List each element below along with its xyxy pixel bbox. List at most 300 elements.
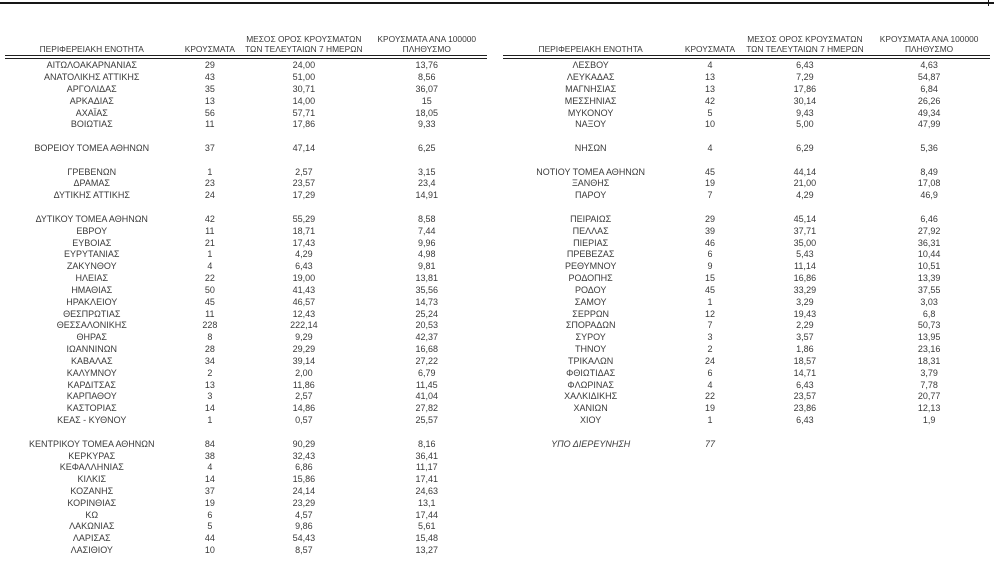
table-header-right xyxy=(503,35,990,57)
region-cell: ΔΥΤΙΚΟΥ ΤΟΜΕΑ ΑΘΗΝΩΝ xyxy=(35,213,148,224)
table-row xyxy=(503,143,990,155)
table-row xyxy=(5,356,487,368)
avg7-cell: 5,43 xyxy=(796,249,814,260)
cases-cell: 44 xyxy=(204,533,215,544)
avg7-cell: 8,57 xyxy=(295,545,313,556)
avg7-cell: 90,29 xyxy=(292,438,316,449)
per100k-cell: 25,57 xyxy=(415,415,438,426)
per100k-cell: 36,07 xyxy=(415,83,438,94)
avg7-cell: 14,71 xyxy=(793,367,817,378)
col-header-per100k xyxy=(366,35,487,57)
col-header-region-label: ΠΕΡΙΦΕΡΕΙΑΚΗ ΕΝΟΤΗΤΑ xyxy=(538,43,643,54)
per100k-cell: 4,98 xyxy=(417,249,436,260)
avg7-cell: 7,29 xyxy=(796,72,814,83)
region-cell: ΛΑΚΩΝΙΑΣ xyxy=(69,521,115,532)
avg7-cell: 6,43 xyxy=(295,261,313,272)
table-row xyxy=(503,96,990,108)
region-cell: ΦΘΙΩΤΙΔΑΣ xyxy=(566,367,616,378)
cases-cell: 29 xyxy=(204,60,215,71)
avg7-cell: 45,14 xyxy=(793,213,817,224)
per100k-cell: 3,03 xyxy=(920,296,938,307)
per100k-cell: 4,63 xyxy=(920,60,938,71)
col-header-avg7 xyxy=(241,35,366,57)
avg7-cell: 16,86 xyxy=(793,273,817,284)
avg7-cell: 6,43 xyxy=(796,60,814,71)
table-row xyxy=(503,108,990,120)
table-row xyxy=(503,167,990,179)
col-header-cases xyxy=(179,35,242,57)
avg7-cell: 21,00 xyxy=(793,178,817,189)
region-cell: ΚΕΡΚΥΡΑΣ xyxy=(68,450,116,461)
avg7-cell: 18,57 xyxy=(793,355,817,366)
region-cell: ΒΟΙΩΤΙΑΣ xyxy=(70,119,113,130)
per100k-cell: 18,31 xyxy=(917,355,941,366)
region-cell: ΑΧΑΪΑΣ xyxy=(75,107,108,118)
region-cell: ΖΑΚΥΝΘΟΥ xyxy=(66,261,117,272)
region-cell: ΚΩ xyxy=(85,509,99,520)
cases-cell: 2 xyxy=(207,367,213,378)
cases-cell: 1 xyxy=(207,415,213,426)
table-row xyxy=(5,439,487,451)
avg7-cell: 35,00 xyxy=(793,237,817,248)
avg7-cell: 30,71 xyxy=(292,83,316,94)
table-row xyxy=(503,214,990,226)
cases-cell: 4 xyxy=(707,142,713,153)
cases-cell: 8 xyxy=(207,332,213,343)
region-cell: ΚΑΒΑΛΑΣ xyxy=(70,355,113,366)
avg7-cell: 17,86 xyxy=(292,119,316,130)
avg7-cell: 2,29 xyxy=(796,320,814,331)
table-row xyxy=(503,356,990,368)
cases-cell: 11 xyxy=(205,308,215,319)
avg7-cell: 5,00 xyxy=(796,119,814,130)
cases-cell: 24 xyxy=(704,355,715,366)
table-row xyxy=(503,380,990,392)
avg7-cell: 46,57 xyxy=(292,296,316,307)
region-cell: ΛΕΣΒΟΥ xyxy=(572,60,609,71)
table-row xyxy=(5,403,487,415)
cases-cell: 42 xyxy=(704,95,715,106)
avg7-cell: 4,29 xyxy=(796,190,814,201)
avg7-cell: 6,43 xyxy=(796,415,814,426)
table-row xyxy=(503,261,990,273)
avg7-cell: 51,00 xyxy=(292,72,316,83)
table-row xyxy=(503,273,990,285)
region-cell: ΚΕΑΣ - ΚΥΘΝΟΥ xyxy=(57,415,127,426)
cases-cell: 13 xyxy=(204,95,215,106)
cases-cell: 38 xyxy=(204,450,215,461)
avg7-cell: 9,43 xyxy=(796,107,814,118)
per100k-cell: 15,48 xyxy=(415,533,438,544)
avg7-cell: 1,86 xyxy=(796,344,814,355)
header-row xyxy=(503,35,990,57)
region-cell: ΜΑΓΝΗΣΙΑΣ xyxy=(565,83,617,94)
avg7-cell: 44,14 xyxy=(793,166,817,177)
table-row xyxy=(503,178,990,190)
region-cell: ΘΗΡΑΣ xyxy=(76,332,107,343)
per100k-cell: 7,44 xyxy=(417,225,436,236)
cases-cell: 22 xyxy=(204,273,215,284)
table-row xyxy=(5,486,487,498)
per100k-cell: 11,17 xyxy=(415,462,438,473)
per100k-cell: 9,81 xyxy=(417,261,436,272)
per100k-cell: 42,37 xyxy=(415,332,438,343)
cases-cell: 1 xyxy=(207,249,213,260)
per100k-cell: 7,78 xyxy=(920,379,938,390)
cases-cell: 5 xyxy=(707,107,713,118)
cases-cell: 43 xyxy=(204,72,215,83)
cases-cell: 14 xyxy=(204,403,215,414)
avg7-cell: 3,57 xyxy=(796,332,814,343)
table-row xyxy=(503,297,990,309)
cases-cell: 11 xyxy=(205,225,215,236)
cases-cell: 11 xyxy=(205,119,215,130)
region-cell: ΚΕΝΤΡΙΚΟΥ ΤΟΜΕΑ ΑΘΗΝΩΝ xyxy=(29,438,155,449)
region-cell: ΕΥΡΥΤΑΝΙΑΣ xyxy=(64,249,120,260)
table-row xyxy=(503,332,990,344)
cases-cell: 23 xyxy=(204,178,215,189)
col-header-per100k xyxy=(868,35,990,57)
avg7-cell: 24,00 xyxy=(292,60,316,71)
cases-cell: 19 xyxy=(704,403,715,414)
avg7-cell: 23,57 xyxy=(292,178,316,189)
region-cell: ΚΟΡΙΝΘΙΑΣ xyxy=(67,497,117,508)
per100k-cell: 8,49 xyxy=(920,166,938,177)
per100k-cell: 6,84 xyxy=(920,83,938,94)
region-cell: ΣΑΜΟΥ xyxy=(574,296,607,307)
per100k-cell: 13,1 xyxy=(417,497,436,508)
cases-cell: 46 xyxy=(704,237,715,248)
region-cell: ΗΜΑΘΙΑΣ xyxy=(71,284,113,295)
region-cell: ΑΡΚΑΔΙΑΣ xyxy=(69,95,114,106)
cases-cell: 4 xyxy=(707,60,713,71)
per100k-cell: 1,9 xyxy=(922,415,936,426)
per100k-cell: 8,56 xyxy=(417,72,436,83)
per100k-cell: 20,77 xyxy=(917,391,941,402)
avg7-cell: 4,57 xyxy=(295,509,313,520)
cases-cell: 22 xyxy=(704,391,715,402)
cases-cell: 56 xyxy=(204,107,215,118)
per100k-cell: 37,55 xyxy=(917,284,941,295)
per100k-cell: 41,04 xyxy=(415,391,438,402)
table-row xyxy=(5,368,487,380)
avg7-cell: 33,29 xyxy=(793,284,817,295)
per100k-cell: 3,79 xyxy=(920,367,938,378)
region-cell: ΡΕΘΥΜΝΟΥ xyxy=(564,261,617,272)
table-row xyxy=(5,332,487,344)
table-row xyxy=(5,521,487,533)
per100k-cell: 49,34 xyxy=(917,107,941,118)
region-cell: ΣΥΡΟΥ xyxy=(575,332,606,343)
per100k-cell: 16,68 xyxy=(415,344,438,355)
avg7-cell: 32,43 xyxy=(292,450,316,461)
region-cell: ΑΝΑΤΟΛΙΚΗΣ ΑΤΤΙΚΗΣ xyxy=(44,72,140,83)
col-header-region xyxy=(5,35,179,57)
spacer-row xyxy=(503,427,990,439)
per100k-cell: 11,45 xyxy=(415,379,438,390)
table-row xyxy=(5,533,487,545)
col-header-per100k-line2: ΠΛΗΘΥΣΜΟ xyxy=(402,43,451,54)
cases-cell: 12 xyxy=(704,308,715,319)
col-header-cases xyxy=(678,35,741,57)
avg7-cell: 4,29 xyxy=(295,249,313,260)
per100k-cell: 13,39 xyxy=(917,273,941,284)
cases-cell: 28 xyxy=(204,344,215,355)
region-cell: ΕΒΡΟΥ xyxy=(76,225,108,236)
cases-cell: 50 xyxy=(204,284,215,295)
table-row xyxy=(503,226,990,238)
per100k-cell xyxy=(868,439,990,451)
table-row xyxy=(503,72,990,84)
spacer-cell xyxy=(503,131,990,143)
avg7-cell: 30,14 xyxy=(793,95,817,106)
table-row xyxy=(5,545,487,557)
table-row xyxy=(5,285,487,297)
per100k-cell: 36,41 xyxy=(415,450,438,461)
table-row xyxy=(5,391,487,403)
cases-cell: 42 xyxy=(204,213,215,224)
avg7-cell: 15,86 xyxy=(292,474,316,485)
avg7-cell: 24,14 xyxy=(292,486,316,496)
avg7-cell: 19,43 xyxy=(793,308,817,319)
per100k-cell: 36,31 xyxy=(917,237,941,248)
table-row xyxy=(5,96,487,108)
col-header-avg7-line2: ΤΩΝ ΤΕΛΕΥΤΑΙΩΝ 7 ΗΜΕΡΩΝ xyxy=(245,43,363,54)
avg7-cell: 11,86 xyxy=(292,379,315,390)
col-header-region-label: ΠΕΡΙΦΕΡΕΙΑΚΗ ΕΝΟΤΗΤΑ xyxy=(39,43,144,54)
per100k-cell: 23,16 xyxy=(917,344,941,355)
avg7-cell: 0,57 xyxy=(295,415,313,426)
cases-cell: 6 xyxy=(707,249,713,260)
per100k-cell: 18,05 xyxy=(415,107,438,118)
region-cell: ΠΑΡΟΥ xyxy=(575,190,607,201)
per100k-cell: 50,73 xyxy=(917,320,941,331)
cases-cell: 13 xyxy=(704,72,715,83)
per100k-cell: 27,92 xyxy=(917,225,941,236)
cases-cell: 3 xyxy=(707,332,713,343)
per100k-cell: 35,56 xyxy=(415,284,438,295)
per100k-cell: 8,58 xyxy=(417,213,436,224)
cases-cell: 45 xyxy=(204,296,215,307)
table-row xyxy=(5,57,487,72)
cases-cell: 1 xyxy=(207,166,213,177)
cases-cell: 77 xyxy=(704,438,715,449)
spacer-cell xyxy=(5,427,487,439)
spacer-cell xyxy=(5,155,487,167)
cases-cell: 19 xyxy=(704,178,715,189)
region-cell: ΑΡΓΟΛΙΔΑΣ xyxy=(66,83,117,94)
table-row xyxy=(5,214,487,226)
region-cell: ΠΡΕΒΕΖΑΣ xyxy=(566,249,615,260)
cases-cell: 84 xyxy=(204,438,215,449)
table-row xyxy=(503,415,990,427)
col-header-avg7-line1: ΜΕΣΟΣ ΟΡΟΣ ΚΡΟΥΣΜΑΤΩΝ xyxy=(747,34,863,44)
region-cell: ΚΑΣΤΟΡΙΑΣ xyxy=(66,403,117,414)
spacer-row xyxy=(503,131,990,143)
cases-cell: 45 xyxy=(704,166,715,177)
per100k-cell: 10,44 xyxy=(917,249,941,260)
region-cell: ΚΑΛΥΜΝΟΥ xyxy=(66,367,117,378)
region-cell: ΝΗΣΩΝ xyxy=(574,142,607,153)
cases-cell: 37 xyxy=(204,486,215,496)
avg7-cell: 12,43 xyxy=(292,308,316,319)
per100k-cell: 47,99 xyxy=(917,119,941,130)
per100k-cell: 6,8 xyxy=(922,308,936,319)
region-cell: ΝΟΤΙΟΥ ΤΟΜΕΑ ΑΘΗΝΩΝ xyxy=(536,166,646,177)
cases-cell: 6 xyxy=(207,509,213,520)
region-cell: ΠΕΙΡΑΙΩΣ xyxy=(570,213,612,224)
cases-cell: 10 xyxy=(204,545,215,556)
avg7-cell: 14,00 xyxy=(292,95,316,106)
table-row xyxy=(5,84,487,96)
cases-cell: 37 xyxy=(204,142,215,153)
region-cell: ΠΙΕΡΙΑΣ xyxy=(573,237,609,248)
region-cell: ΤΗΝΟΥ xyxy=(575,344,607,355)
cases-cell: 4 xyxy=(707,379,713,390)
table-row xyxy=(5,297,487,309)
region-cell: ΚΑΡΠΑΘΟΥ xyxy=(66,391,117,402)
table-row xyxy=(5,462,487,474)
col-header-avg7-line1: ΜΕΣΟΣ ΟΡΟΣ ΚΡΟΥΣΜΑΤΩΝ xyxy=(246,34,362,44)
per100k-cell: 23,4 xyxy=(417,178,436,189)
spacer-row xyxy=(503,202,990,214)
col-header-region xyxy=(503,35,678,57)
per100k-cell: 13,27 xyxy=(415,545,438,556)
region-cell: ΞΑΝΘΗΣ xyxy=(571,178,610,189)
col-header-per100k-line2: ΠΛΗΘΥΣΜΟ xyxy=(905,43,954,54)
per100k-cell: 27,82 xyxy=(415,403,438,414)
per100k-cell: 17,41 xyxy=(415,474,438,485)
cases-cell: 4 xyxy=(207,261,213,272)
region-cell: ΧΑΛΚΙΔΙΚΗΣ xyxy=(564,391,618,402)
spacer-row xyxy=(5,131,487,143)
per100k-cell: 5,61 xyxy=(417,521,436,532)
table-row xyxy=(5,119,487,131)
region-cell: ΚΑΡΔΙΤΣΑΣ xyxy=(67,379,116,390)
table-row xyxy=(5,143,487,155)
per100k-cell: 10,51 xyxy=(917,261,941,272)
cases-cell: 15 xyxy=(704,273,715,284)
avg7-cell: 2,57 xyxy=(295,166,313,177)
avg7-cell: 14,86 xyxy=(292,403,316,414)
cases-cell: 21 xyxy=(204,237,215,248)
region-cell: ΕΥΒΟΙΑΣ xyxy=(72,237,112,248)
spacer-row xyxy=(5,427,487,439)
avg7-cell: 23,29 xyxy=(292,497,316,508)
per100k-cell: 8,16 xyxy=(417,438,436,449)
table-row xyxy=(5,498,487,510)
per100k-cell: 24,63 xyxy=(415,486,438,496)
avg7-cell: 54,43 xyxy=(292,533,316,544)
col-header-avg7-line2: ΤΩΝ ΤΕΛΕΥΤΑΙΩΝ 7 ΗΜΕΡΩΝ xyxy=(746,43,864,54)
region-cell: ΠΕΛΛΑΣ xyxy=(572,225,609,236)
per100k-cell: 3,15 xyxy=(417,166,436,177)
cases-cell: 6 xyxy=(707,367,713,378)
per100k-cell: 12,13 xyxy=(917,403,941,414)
region-cell: ΥΠΟ ΔΙΕΡΕΥΝΗΣΗ xyxy=(551,438,631,449)
col-header-avg7 xyxy=(742,35,869,57)
spacer-cell xyxy=(5,202,487,214)
per100k-cell: 14,91 xyxy=(415,190,438,201)
spacer-cell xyxy=(503,427,990,439)
cases-cell: 1 xyxy=(707,415,713,426)
table-row xyxy=(5,167,487,179)
region-cell: ΚΕΦΑΛΛΗΝΙΑΣ xyxy=(59,462,124,473)
table-row xyxy=(5,226,487,238)
spacer-row xyxy=(5,202,487,214)
spacer-row xyxy=(503,155,990,167)
table-row xyxy=(5,72,487,84)
cases-cell: 34 xyxy=(204,355,215,366)
regional-units-table-left xyxy=(5,35,487,557)
per100k-cell: 27,22 xyxy=(415,355,438,366)
table-row xyxy=(503,190,990,202)
spacer-cell xyxy=(503,202,990,214)
region-cell: ΡΟΔΟΥ xyxy=(574,284,607,295)
per100k-cell: 54,87 xyxy=(917,72,941,83)
col-header-cases-label: ΚΡΟΥΣΜΑΤΑ xyxy=(184,43,235,54)
per100k-cell: 25,24 xyxy=(415,308,438,319)
table-row xyxy=(503,119,990,131)
region-cell: ΘΕΣΣΑΛΟΝΙΚΗΣ xyxy=(56,320,127,331)
avg7-cell: 39,14 xyxy=(292,355,316,366)
table-row xyxy=(503,391,990,403)
regional-units-table-right xyxy=(503,35,990,451)
per100k-cell: 14,73 xyxy=(415,296,438,307)
avg7-cell: 3,29 xyxy=(796,296,814,307)
table-row xyxy=(5,108,487,120)
table-row xyxy=(5,178,487,190)
cases-cell: 24 xyxy=(204,190,215,201)
region-cell: ΤΡΙΚΑΛΩΝ xyxy=(568,355,614,366)
table-row xyxy=(5,451,487,463)
cases-cell: 7 xyxy=(707,320,713,331)
region-cell: ΛΑΡΙΣΑΣ xyxy=(72,533,111,544)
avg7-cell: 47,14 xyxy=(292,142,316,153)
per100k-cell: 6,46 xyxy=(920,213,938,224)
avg7-cell: 6,43 xyxy=(796,379,814,390)
avg7-cell: 41,43 xyxy=(292,284,316,295)
region-cell: ΚΙΛΚΙΣ xyxy=(77,474,107,485)
avg7-cell: 9,29 xyxy=(295,332,313,343)
corner-tick xyxy=(988,0,989,6)
col-header-cases-label: ΚΡΟΥΣΜΑΤΑ xyxy=(684,43,736,54)
avg7-cell: 6,86 xyxy=(295,462,313,473)
avg7-cell: 17,43 xyxy=(292,237,316,248)
region-cell: ΚΟΖΑΝΗΣ xyxy=(70,486,114,496)
table-row xyxy=(503,249,990,261)
avg7-cell: 17,86 xyxy=(793,83,817,94)
table-row xyxy=(5,415,487,427)
per100k-cell: 13,81 xyxy=(415,273,438,284)
per100k-cell: 20,53 xyxy=(415,320,438,331)
table-row xyxy=(5,344,487,356)
avg7-cell: 222,14 xyxy=(290,320,318,331)
col-header-per100k-line1: ΚΡΟΥΣΜΑΤΑ ΑΝΑ 100000 xyxy=(377,34,477,44)
region-cell: ΜΥΚΟΝΟΥ xyxy=(567,107,614,118)
per100k-cell: 13,76 xyxy=(415,60,438,71)
region-cell: ΝΑΞΟΥ xyxy=(575,119,607,130)
cases-cell: 45 xyxy=(704,284,715,295)
table-row xyxy=(503,439,990,451)
region-cell: ΜΕΣΣΗΝΙΑΣ xyxy=(564,95,617,106)
region-cell: ΗΛΕΙΑΣ xyxy=(75,273,109,284)
avg7-cell: 19,00 xyxy=(292,273,316,284)
avg7-cell: 9,86 xyxy=(295,521,313,532)
header-row xyxy=(5,35,487,57)
region-cell: ΧΙΟΥ xyxy=(580,415,602,426)
avg7-cell: 23,86 xyxy=(793,403,817,414)
